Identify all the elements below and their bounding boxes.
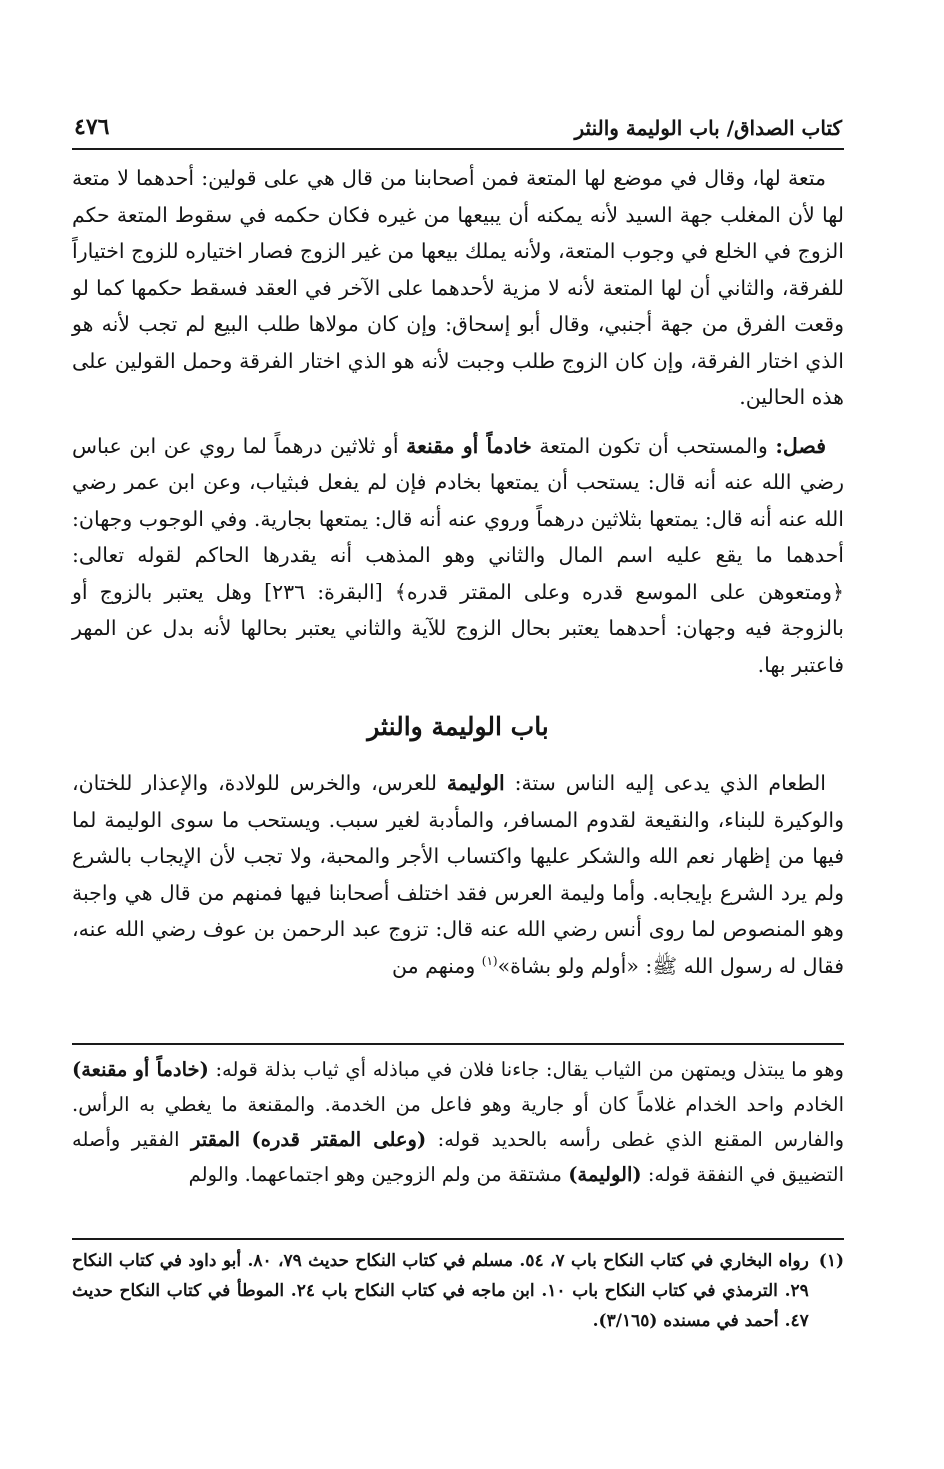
comm-bold-3: المقتر (190, 1128, 241, 1151)
commentary-paragraph (72, 1052, 844, 1192)
para2-text-2: أو ثلاثين درهماً لما روي عن ابن عباس رضي الله عنه أنه قال: يستحب أن يمتعها بخادم فإن لم يفعل فبثياب، وعن ابن عمر رضي الله عنه أنه قال: يمتعها بثلاثين درهماً وروي عنه أنه قال: يمتعها بجارية. وفي الوجوب وجهان: أحدهما ما يقع عليه اسم المال والثاني وهو المذهب أنه يقدرها الحاكم لقوله تعالى: ﴿ومتعوهن على الموسع قدره وعلى المقتر قدره﴾ [البقرة: ٢٣٦] وهل يعتبر بالزوج أو بالزوجة فيه وجهان: أحدهما يعتبر بحال الزوج للآية والثاني يعتبر بحالها لأنه بدل عن المهر فاعتبر بها. (72, 433, 844, 677)
para2-bold-1: خادماً أو مقنعة (406, 433, 532, 458)
main-text (72, 160, 844, 984)
footnote-divider (72, 1238, 844, 1240)
footnote-reference: (١) (481, 953, 498, 968)
para3-text-3: ومنهم من (391, 953, 482, 978)
page-number: ٤٧٦ (74, 114, 110, 140)
comm-text-5: مشتقة من ولم الزوجين وهو اجتماعهما. والولم (188, 1163, 569, 1186)
para3-text-2: للعرس، والخرس للولادة، والإعذار للختان، والوكيرة للبناء، والنقيعة لقدوم المسافر، والمأدبة لغير سبب. ويستحب ما سوى الوليمة لما فيها من إظهار نعم الله والشكر عليها واكتساب الأجر والمحبة، ولا تجب لأن الإيجاب بالشرع ولم يرد الشرع بإيجابه. وأما وليمة العرس فقد اختلف أصحابنا فيها فمنهم من قال هي واجبة وهو المنصوص لما روى أنس رضي الله عنه قال: تزوج عبد الرحمن بن عوف رضي الله عنه، فقال له رسول الله ﷺ: «أولم ولو بشاة» (72, 771, 844, 978)
footnotes-section (72, 1246, 844, 1336)
header-title: كتاب الصداق/ باب الوليمة والنثر (574, 116, 842, 140)
commentary-divider (72, 1043, 844, 1045)
comm-text-4: الفقير وأصله التضييق في النفقة قوله: (72, 1128, 844, 1186)
footnote-item (72, 1246, 844, 1336)
para3-bold-1: الوليمة (446, 771, 505, 795)
comm-bold-4: (الوليمة) (568, 1163, 642, 1186)
chapter-title: باب الوليمة والنثر (367, 712, 549, 741)
comm-text-1: وهو ما يبتذل ويمتهن من الثياب يقال: جاءنا فلان في مباذله أي ثياب بذلة قوله: (208, 1058, 844, 1081)
paragraph-walima (72, 765, 844, 984)
comm-text-3 (240, 1128, 251, 1151)
commentary-section (72, 1052, 844, 1192)
section-label: فصل: (775, 433, 826, 458)
paragraph-fasl (72, 428, 844, 684)
comm-text-2: الخادم واحد الخدام غلاماً كان أو جارية وهو فاعل من الخدمة. والمقنعة ما يغطي به الرأس. والفارس المقنع الذي غطى رأسه بالحديد قوله: (72, 1093, 845, 1151)
paragraph-1: متعة لها، وقال في موضع لها المتعة فمن أصحابنا من قال هي على قولين: أحدهما لا متعة لها لأن المغلب جهة السيد لأنه يمكنه أن يبيعها من غيره فكان حكمه في سقوط المتعة حكم الزوج في الخلع في وجوب المتعة، ولأنه يملك بيعها من غير الزوج فصار اختياره للزوج اختياراً للفرقة، والثاني أن لها المتعة لأنه لا مزية لأحدهما على الآخر في العقد فسقط حكمها كما لو وقعت الفرق من جهة أجنبي، وقال أبو إسحاق: وإن كان مولاها طلب البيع لم تجب لأنه هو الذي اختار الفرقة، وإن كان الزوج طلب وجبت لأنه هو الذي اختار الفرقة وحمل القولين على هذه الحالين. (72, 166, 844, 409)
running-header (72, 112, 844, 150)
comm-bold-1: (خادماً أو مقنعة) (72, 1058, 209, 1081)
para3-text-1: الطعام الذي يدعى إليه الناس ستة: (504, 771, 826, 795)
footnote-text: رواه البخاري في كتاب النكاح باب ٧، ٥٤. مسلم في كتاب النكاح حديث ٧٩، ٨٠. أبو داود في كتاب النكاح ٢٩. الترمذي في كتاب النكاح باب ١٠. ابن ماجه في كتاب النكاح باب ٢٤. الموطأ في كتاب النكاح حديث ٤٧. أحمد في مسنده (٣/١٦٥). (72, 1251, 809, 1331)
comm-bold-2: (وعلى المقتر قدره) (251, 1128, 427, 1151)
para2-text-1: والمستحب أن تكون المتعة (531, 433, 776, 458)
footnote-mark: (١) (818, 1251, 844, 1271)
